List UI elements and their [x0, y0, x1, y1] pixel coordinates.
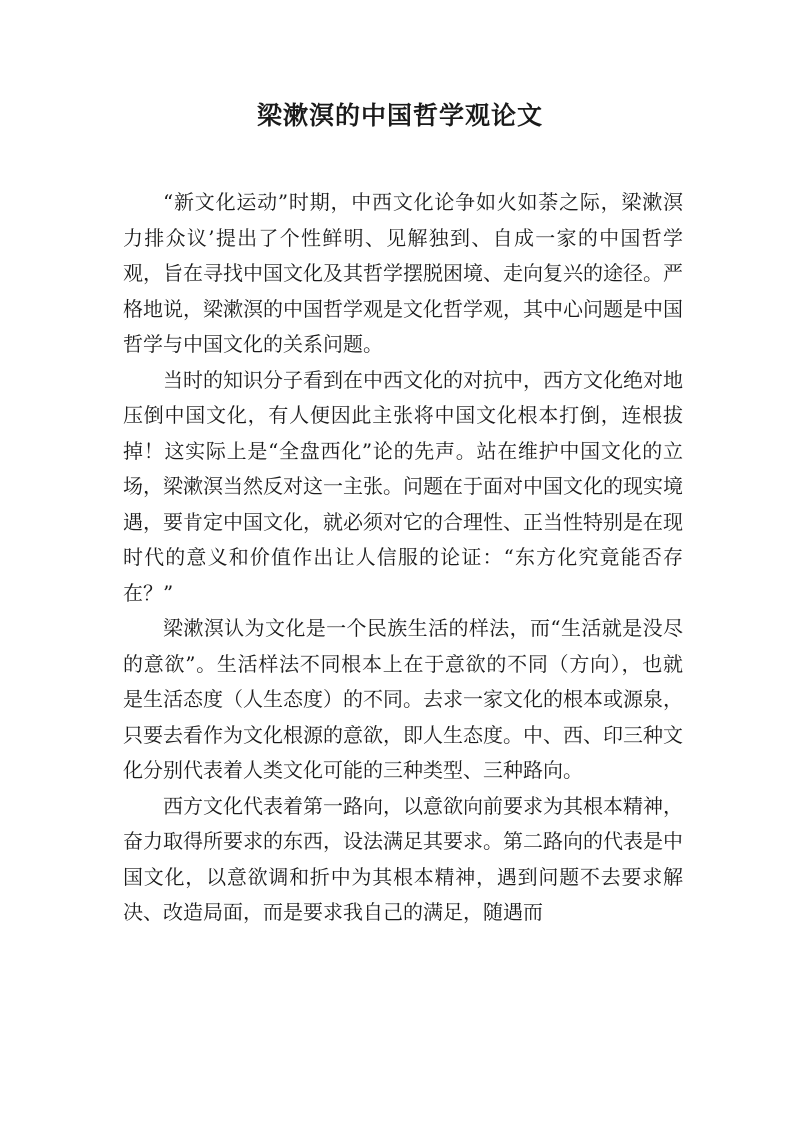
paragraph-1: “新文化运动”时期，中西文化论争如火如荼之际，梁漱溟力排众议’提出了个性鲜明、见解独到、自成一家的中国哲学观，旨在寻找中国文化及其哲学摆脱困境、走向复兴的途径。严格地说，梁漱溟的中国哲学观是文化哲学观，其中心问题是中国哲学与中国文化的关系问题。	[123, 190, 683, 356]
paragraph-3: 梁漱溟认为文化是一个民族生活的样法，而“生活就是没尽的意欲”。生活样法不同根本上在于意欲的不同（方向），也就是生活态度（人生态度）的不同。去求一家文化的根本或源泉，只要去看作为文化根源的意欲，即人生态度。中、西、印三种文化分别代表着人类文化可能的三种类型、三种路向。	[123, 616, 683, 782]
document-title: 梁漱溟的中国哲学观论文	[256, 101, 543, 130]
paragraph-4: 西方文化代表着第一路向，以意欲向前要求为其根本精神，奋力取得所要求的东西，设法满足其要求。第二路向的代表是中国文化，以意欲调和折中为其根本精神，遇到问题不去要求解决、改造局面，而是要求我自己的满足，随遇而	[123, 793, 683, 924]
document-body	[123, 185, 683, 931]
paragraph-2: 当时的知识分子看到在中西文化的对抗中，西方文化绝对地压倒中国文化，有人便因此主张将中国文化根本打倒，连根拔掉！这实际上是“全盘西化”论的先声。站在维护中国文化的立场，梁漱溟当然反对这一主张。问题在于面对中国文化的现实境遇，要肯定中国文化，就必须对它的合理性、正当性特别是在现时代的意义和价值作出让人信服的论证：“东方化究竟能否存在？”	[123, 367, 683, 605]
